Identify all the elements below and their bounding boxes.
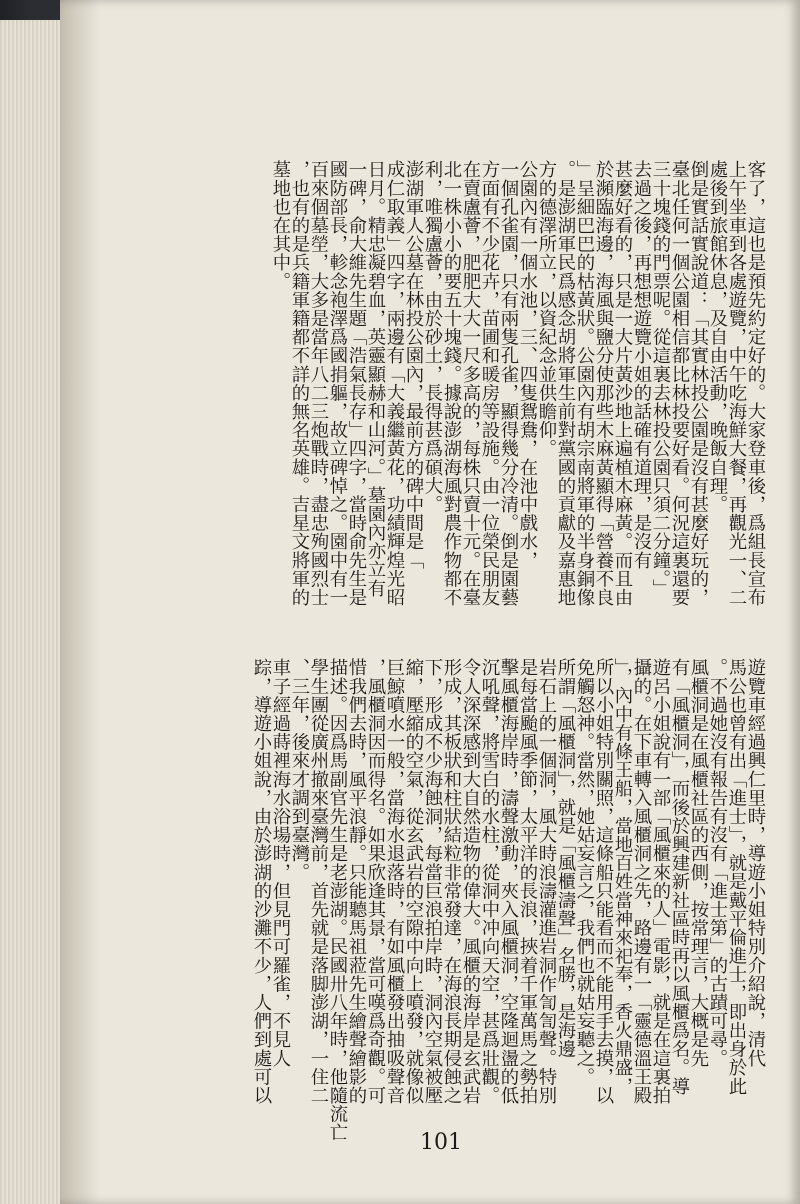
text-line: 於瀕臨海邊，海風與鹽分使那些木麻黃顯得「營養不良 (593, 160, 614, 607)
text-line: 去過之後，再想想遊覽小姐的話確有道理，是沒有 (631, 160, 652, 570)
upper-text-block (135, 160, 765, 620)
text-line: 處後到旅館休息，及自由活動，晚飯自理。 (707, 160, 728, 514)
spine-shadow (60, 0, 100, 1204)
text-line: 攝的。在下車轉入風櫃洞之先，路邊有一「靈德溫王殿 (631, 658, 652, 1105)
lower-text-block (140, 658, 766, 1142)
text-line: 在賣盧薈，肥肥大大一尺多高的，每株只賣十元。在臺 (460, 160, 481, 607)
text-line: 臺北任何一個公園相信都比林投要好看。何況這裏還要 (669, 160, 690, 607)
text-line: 甚麼好看的，只是一大片黃沙地上遍植木麻黃。而且由 (612, 160, 633, 607)
text-line: 一個孔雀園，只有兩隻孔雀，顯得幾分冷清。倒是園藝 (498, 160, 519, 607)
text-line: 上午坐車到各處遊覽，中午吃海鮮大餐，再觀光一、二 (726, 160, 747, 607)
text-line: 車子經過蒔裡海水浴場時，但見門可羅雀，不見人 (270, 658, 291, 1068)
text-line: 公園內有一個水池，三、四隻鴛鴦，在池中戲水， (517, 160, 538, 570)
text-line: 墓地也在其中。 (270, 160, 291, 291)
page-number: 101 (420, 1130, 462, 1155)
text-line: 所謂「風櫃洞」，就是「風櫃濤聲」名勝，是海邊 (555, 658, 576, 1058)
text-line: 沉吼聲，將雪白的水柱，從洞中冲向天空，甚爲壯觀。 (479, 658, 500, 1105)
text-line: 。是澎湖軍民爲感念胡將軍生前對黨國的貢獻及嘉惠地 (555, 160, 576, 607)
text-line: ，也有的是兵籍軍籍都不詳的無名英雄。吉星文將軍的 (289, 160, 310, 607)
text-line: 北一株小小的要五十塊錢。據說澎湖海風對農作物都不 (441, 160, 462, 607)
text-line: 描述。因爲馬副官先生是老澎湖。民國卅八年時，他隨流亡 (327, 658, 348, 1142)
text-line: 是每當颱風季節，太平洋的長浪，挾着千軍萬馬之勢拍 (517, 658, 538, 1105)
text-line: 免觸怒神。當然，她姑妄言之，我們也就姑妄聽之。 (574, 658, 595, 1086)
text-line: 形成，其板狀和柱狀結粒非常發達，在海浪長期侵蝕之 (441, 658, 462, 1105)
text-line: 一碑，俞大維先生題「浩氣長存」四字，當時俞先生是 (346, 160, 367, 607)
text-line: 下，形成不少海蝕洞，每當巨浪拍岸時，洞內空氣被壓 (422, 658, 443, 1105)
text-line: 。不過她沒有報告有沒有「進士第」的古蹟可尋。 (707, 658, 728, 1068)
text-line: 遊呂小姐說有一部「風櫃來的人」電影，就是在這裏拍 (650, 658, 671, 1105)
text-line: 岩石上的一個洞，風大時浪濤灌進岩洞作訇訇聲。特別 (536, 658, 557, 1105)
text-line: 」呈細巴巴的枯黃狀。公園內有胡宗南將軍的半身銅像 (574, 160, 595, 607)
text-line: 巨鯨噴水一般，當海水退落時，有如風櫃發出抽吸聲音 (384, 658, 405, 1105)
text-line: ，風櫃洞因而得名。如果欣逢其景，當可嘆爲奇觀。可 (365, 658, 386, 1105)
text-line: 惜我們去時，風平浪靜。只能聽馬祖蒞先生繪聲繪影的 (346, 658, 367, 1105)
text-line: 百來個墓塋，大多是當年八二三炮戰時，盡忠殉國烈士 (308, 160, 329, 607)
text-line: 風櫃洞是在風櫃社區的西側，按常理言，大概是先 (688, 658, 709, 1068)
text-line: 客了，這也是預先約定好的。大家登車後，爲組長宣布 (745, 160, 766, 607)
text-line: 三十塊錢的門票呢。從這裏去林投公園只須二分鐘。」 (650, 160, 671, 598)
text-line: 國防部長，軫念袍澤爲國捐軀，故立碑悼之。園中有一 (327, 160, 348, 607)
text-line: 有「風櫃洞」，而後於興建新社區時再以風櫃爲名。導 (669, 658, 690, 1096)
text-line: 利，唯獨盧薈，由於砂土，長得甚爲碩大。 (422, 160, 443, 514)
text-line: 日月。精忠凝碧血，英靈顯赫和山河。」墓園內亦立有 (365, 160, 386, 598)
text-line: 成仁取義」四字，兩邊有「大義繼黃花，功績輝煌光昭 (384, 160, 405, 607)
text-line: 所以小姐特別關照，這條船只能看而不能用手去摸，以 (593, 658, 614, 1105)
text-line: 令人深深感到大自然造物的偉大。風櫃的海岸是玄武岩 (460, 658, 481, 1105)
text-line: 倒是實話實說道：「其實林投公園是沒有甚麼好玩的， (688, 160, 709, 607)
text-line: 學生團從廣州撤來臺灣前，首先就是落脚澎湖，一住二 (308, 658, 329, 1105)
text-line: 澎湖軍人公墓在林投公園內，最前方的碑中間是「 (403, 160, 424, 570)
text-line: 遊覽車經過興仁里時，導遊小姐特別介紹說，清代 (745, 658, 766, 1068)
text-line: 」，內中有條王船，當地百姓當神來祀奉，香火鼎盛， (612, 658, 633, 1096)
text-line: 踪，導遊小姐說，由於澎湖的沙灘不少，人們到處可以 (251, 658, 272, 1105)
text-line: 馬公也曾有出「進士」，就是戴平倫進士，即出身於此 (726, 658, 747, 1096)
text-line: 、三年，後來才調到臺灣。 (289, 658, 310, 882)
text-line: 方的德澤所立，以資紀念並供瞻仰。 (536, 160, 557, 458)
text-line: 方面有不少花卉，苗圃和暖房等設施。由一位榮民朋友 (479, 160, 500, 607)
text-line: 擊風櫃海岸時，濤聲激動，夾入風櫃洞，空隆迴盪的低 (498, 658, 519, 1105)
text-line: 縮，壓縮的空氣，從玄武岩的空隙中向上噴發，就像似 (403, 658, 424, 1105)
